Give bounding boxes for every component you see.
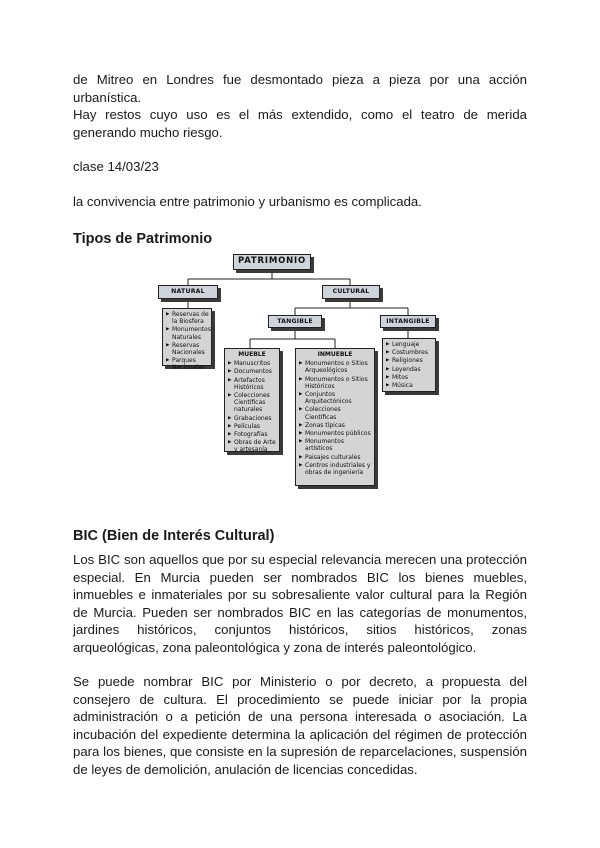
list-item: ▶ Documentos xyxy=(228,368,277,375)
tipos-heading: Tipos de Patrimonio xyxy=(73,231,213,247)
list-item: ▶ Conjuntos Arquitectónicos xyxy=(299,391,372,405)
list-item: ▶ Religiones xyxy=(386,357,433,364)
natural-node: NATURAL xyxy=(158,285,218,299)
mueble-list xyxy=(224,348,280,452)
list-item: ▶ Monumentos artísticos xyxy=(299,438,372,452)
bic-paragraph-2: Se puede nombrar BIC por Ministerio o por decreto, a propuesta del consejero de cultura. El procedimiento se puede iniciar por la propia administración o a petición de una persona interesada o asociación. La incubación del expediente determina la aplicación del régimen de protección para los bienes, que consiste en la supresión de reparcelaciones, suspensión de leyes de demolición, anulación de licencias concedidas. xyxy=(73,674,527,777)
class-date: clase 14/03/23 xyxy=(73,159,159,174)
list-item: ▶ Parques Nacionales xyxy=(166,357,209,371)
list-item: ▶ Monumentos Naturales xyxy=(166,326,209,340)
list-item: ▶ Obras de Arte y artesanía xyxy=(228,439,277,453)
list-item: ▶ Manuscritos xyxy=(228,360,277,367)
intangible-list xyxy=(382,338,436,392)
list-item: ▶ Costumbres xyxy=(386,349,433,356)
list-item: ▶ Reservas de la Biosfera xyxy=(166,311,209,325)
list-item: ▶ Reservas Nacionales xyxy=(166,342,209,356)
list-item: ▶ Música xyxy=(386,382,433,389)
list-item: ▶ Artefactos Históricos xyxy=(228,377,277,391)
list-item: ▶ Leyendas xyxy=(386,366,433,373)
intro-paragraph-1: de Mitreo en Londres fue desmontado pieza a pieza por una acción urbanística. xyxy=(73,72,527,105)
mueble-label: MUEBLE xyxy=(238,351,266,358)
list-item: ▶ Lenguaje xyxy=(386,341,433,348)
list-item: ▶ Monumentos o Sitios Arqueológicos xyxy=(299,360,372,374)
list-item: ▶ Grabaciones xyxy=(228,415,277,422)
bic-paragraph-1: Los BIC son aquellos que por su especial relevancia merecen una protección especial. En Murcia pueden ser nombrados BIC los bienes muebles, inmuebles e inmateriales por su sobresaliente valor cultural para la Región de Murcia. Pueden ser nombrados BIC en las categorías de monumentos, jardines históricos, conjuntos históricos, sitios históricos, zonas arqueológicas, zona paleontológica y zona de interés paleontológico. xyxy=(73,552,527,655)
list-item: ▶ Colecciones Científicas naturales xyxy=(228,392,277,414)
list-item: ▶ Monumentos o Sitios Históricos xyxy=(299,376,372,390)
list-item: ▶ Fotografías xyxy=(228,431,277,438)
bic-heading: BIC (Bien de Interés Cultural) xyxy=(73,528,275,544)
list-item: ▶ Mitos xyxy=(386,374,433,381)
cultural-node: CULTURAL xyxy=(322,285,380,299)
list-item: ▶ Colecciones Científicas xyxy=(299,406,372,420)
intro-paragraph-2: Hay restos cuyo uso es el más extendido, como el teatro de merida generando mucho riesgo. xyxy=(73,107,527,140)
intangible-node: INTANGIBLE xyxy=(380,315,436,328)
list-item: ▶ Películas xyxy=(228,423,277,430)
natural-list xyxy=(162,308,212,372)
patrimonio-diagram xyxy=(150,252,460,492)
patrimonio-node: PATRIMONIO xyxy=(233,254,311,270)
list-item: ▶ Paisajes culturales xyxy=(299,454,372,461)
list-item: ▶ Zonas típicas xyxy=(299,422,372,429)
convivencia-paragraph: la convivencia entre patrimonio y urbanismo es complicada. xyxy=(73,194,422,209)
inmueble-label: INMUEBLE xyxy=(317,351,353,358)
tangible-node: TANGIBLE xyxy=(268,315,322,328)
list-item: ▶ Centros industriales y obras de ingeniería xyxy=(299,462,372,476)
list-item: ▶ Monumentos públicos xyxy=(299,430,372,437)
inmueble-list xyxy=(295,348,375,486)
